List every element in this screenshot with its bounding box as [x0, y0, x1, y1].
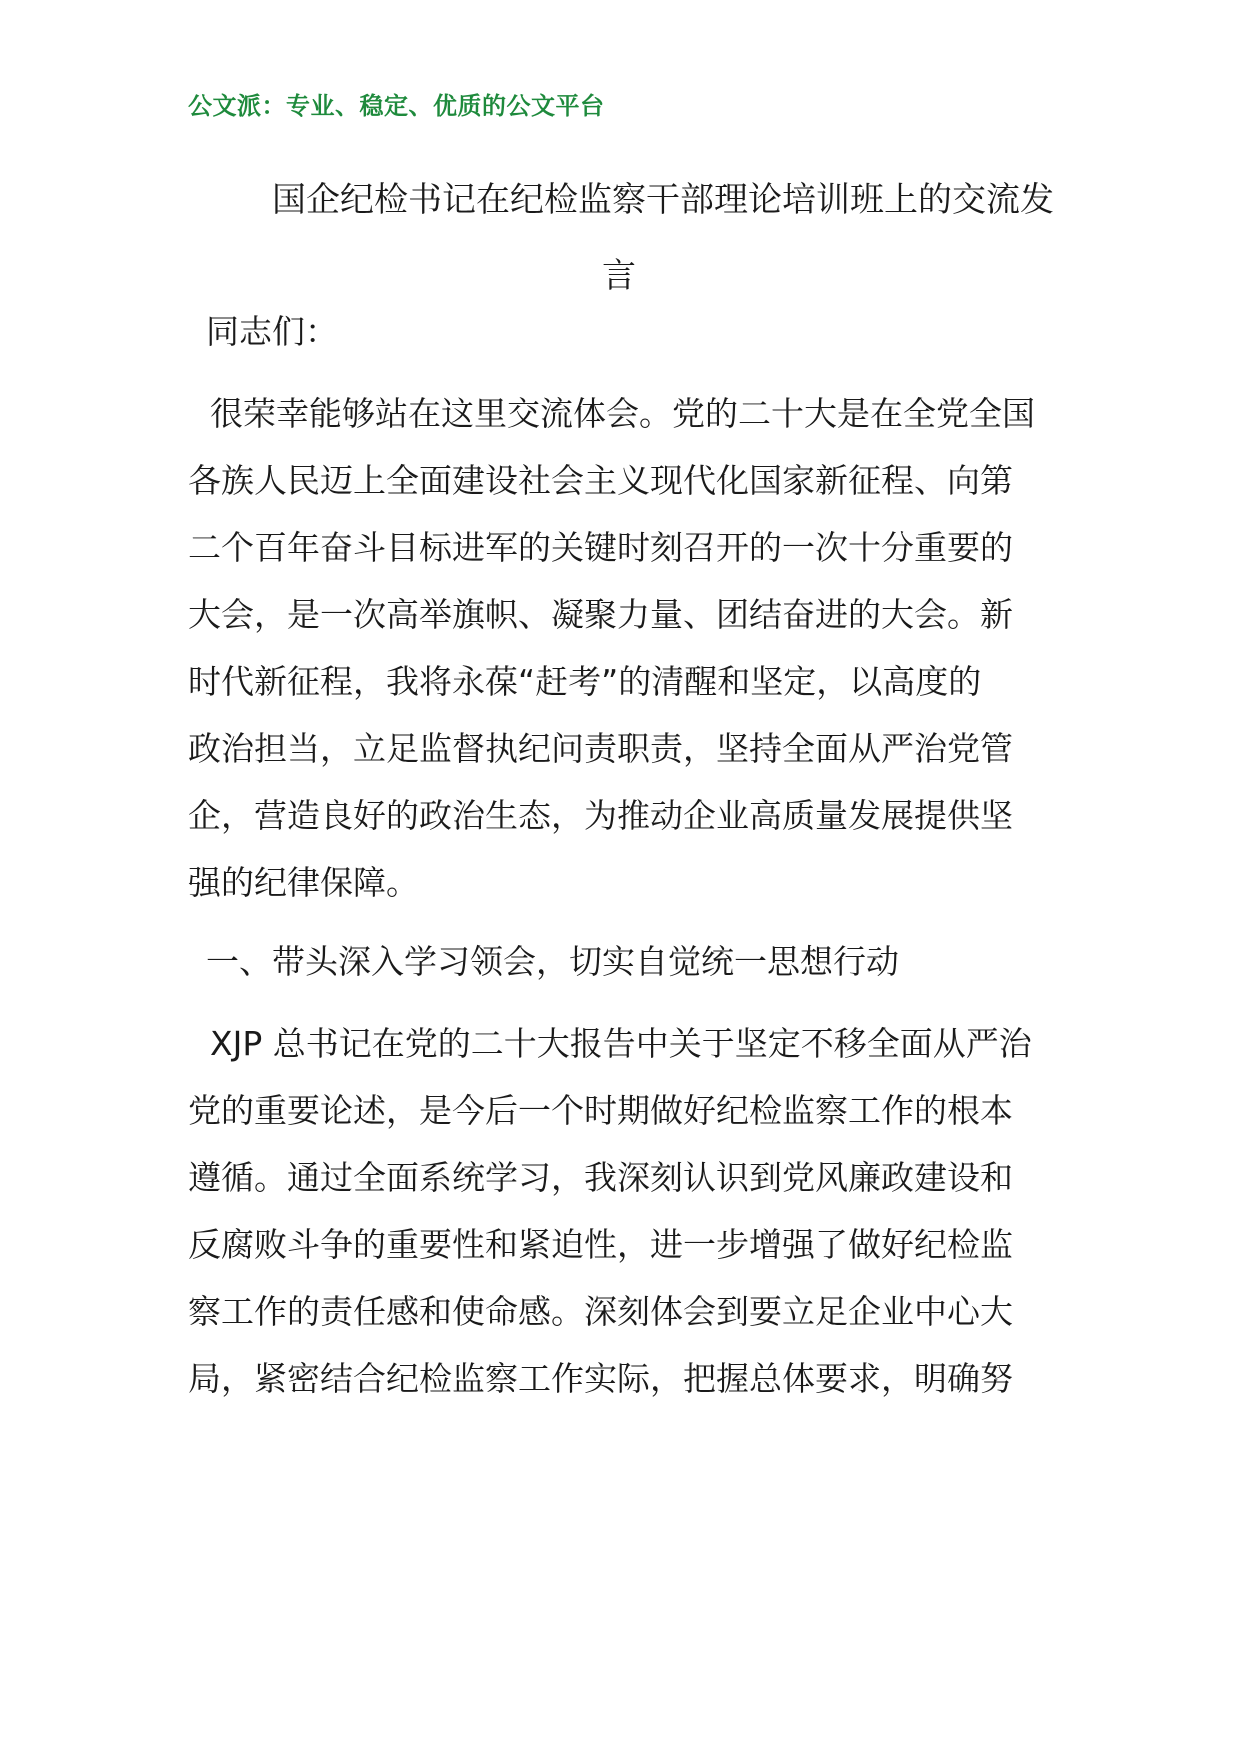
- salutation: 同志们：: [206, 312, 338, 351]
- site-banner: 公文派：专业、稳定、优质的公文平台: [188, 92, 605, 120]
- paragraph-1-line: 企，营造良好的政治生态，为推动企业高质量发展提供坚: [188, 796, 1013, 835]
- paragraph-2-line: XJP 总书记在党的二十大报告中关于坚定不移全面从严治: [210, 1024, 1032, 1063]
- paragraph-2-line: 局，紧密结合纪检监察工作实际，把握总体要求，明确努: [188, 1359, 1013, 1398]
- paragraph-2-line: 遵循。通过全面系统学习，我深刻认识到党风廉政建设和: [188, 1158, 1013, 1197]
- paragraph-2-line: 察工作的责任感和使命感。深刻体会到要立足企业中心大: [188, 1292, 1013, 1331]
- paragraph-1-line: 强的纪律保障。: [188, 863, 419, 902]
- paragraph-2-line: 党的重要论述，是今后一个时期做好纪检监察工作的根本: [188, 1091, 1013, 1130]
- paragraph-1-line: 各族人民迈上全面建设社会主义现代化国家新征程、向第: [188, 461, 1013, 500]
- paragraph-2-line: 反腐败斗争的重要性和紧迫性，进一步增强了做好纪检监: [188, 1225, 1013, 1264]
- paragraph-1-line: 二个百年奋斗目标进军的关键时刻召开的一次十分重要的: [188, 528, 1013, 567]
- paragraph-1-line: 很荣幸能够站在这里交流体会。党的二十大是在全党全国: [210, 394, 1035, 433]
- section-1-heading: 一、带头深入学习领会，切实自觉统一思想行动: [206, 942, 899, 981]
- paragraph-1-line: 时代新征程，我将永葆“赶考”的清醒和坚定，以高度的: [188, 662, 982, 701]
- document-title-line-2: 言: [602, 256, 636, 296]
- document-title-line-1: 国企纪检书记在纪检监察干部理论培训班上的交流发: [272, 180, 1054, 220]
- paragraph-1-line: 大会，是一次高举旗帜、凝聚力量、团结奋进的大会。新: [188, 595, 1013, 634]
- paragraph-1-line: 政治担当，立足监督执纪问责职责，坚持全面从严治党管: [188, 729, 1013, 768]
